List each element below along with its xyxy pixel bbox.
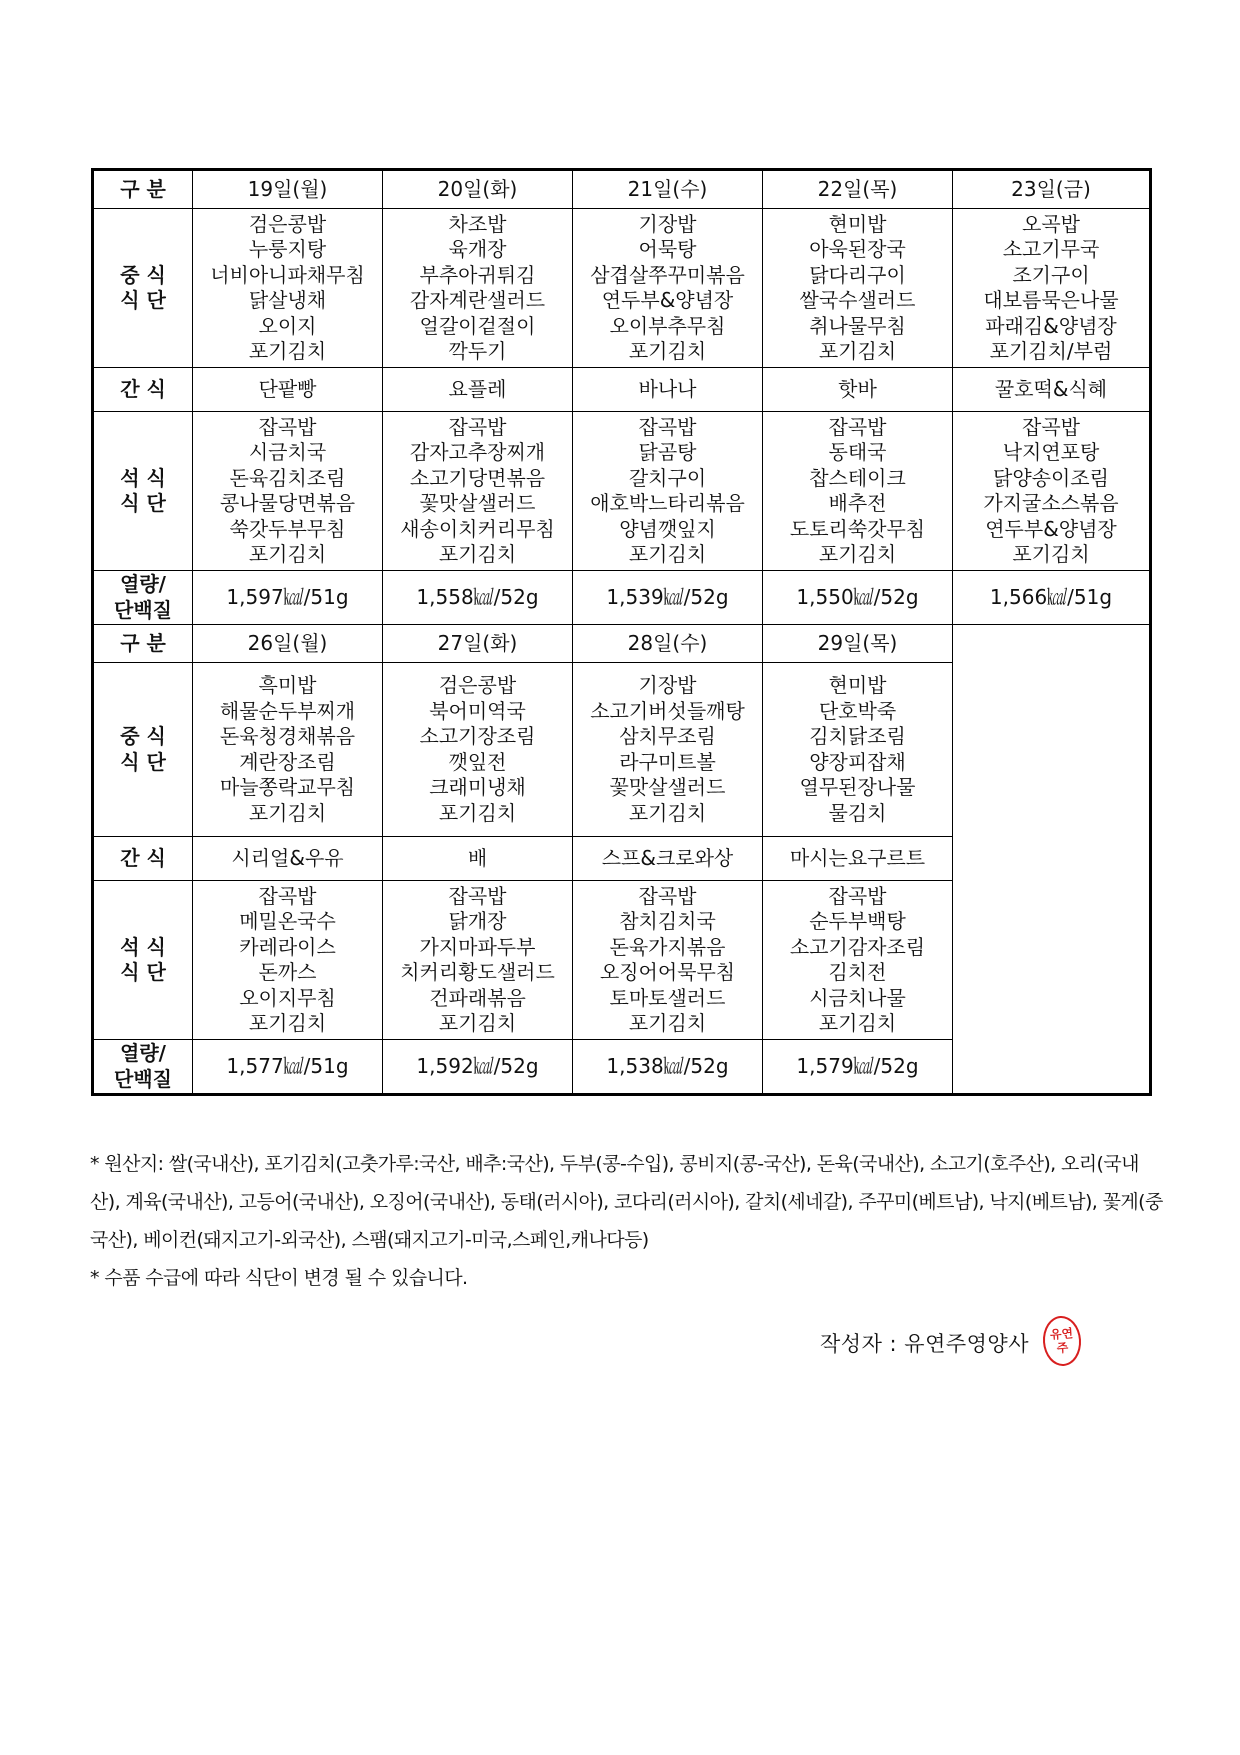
dinner-menu-cell [193,412,383,571]
dish-item: 배추전 [828,491,887,515]
dish-item: 메밀온국수 [239,909,336,933]
dinner-menu-cell [763,881,953,1040]
dinner-label-line: 석 식 [120,465,166,490]
dish-item: 단호박죽 [818,698,897,723]
author-seal-stamp [1041,1315,1082,1368]
dish-item: 잡곡밥 [638,414,697,439]
dish-item: 돈까스 [258,960,317,984]
dish-item: 누룽지탕 [248,237,327,261]
dish-item: 현미밥 [828,673,887,697]
lunch-label [93,209,193,368]
dish-item: 북어미역국 [429,698,526,723]
calorie-cell: 1,538㎉/52g [573,1040,763,1095]
dish-item: 닭다리구이 [809,262,906,287]
dinner-label-line: 식 단 [120,491,166,515]
calorie-label-line: 열량/ [120,572,166,596]
dish-item: 가지굴소스볶음 [983,491,1119,515]
dish-item: 포기김치 [628,800,707,825]
calorie-cell: 1,539㎉/52g [573,571,763,625]
dish-item: 돈육청경채볶음 [219,724,356,748]
author-line: 작성자 : 유연주영양사 [820,1332,1029,1356]
dish-item: 소고기버섯들깨탕 [590,698,745,723]
calorie-cell: 1,566㎉/51g [953,571,1151,625]
origin-note: * 원산지: 쌀(국내산), 포기김치(고춧가루:국산, 배추:국산), 두부(콩-수입), 콩비지(콩-국산), 돈육(국내산), 소고기(호주산), 오리(국내산), 계육(국내산), 고등어(국내산), 오징어(국내산), 동태(러시아), 코다리(러시아), 갈치(세네갈), 주꾸미(베트남), 낙지(베트남), 꽃게(중국산), 베이컨(돼지고기-외국산), 스팸(돼지고기-미국,스페인,캐나다등) [90,1153,1163,1251]
day-header: 29일(목) [763,625,953,663]
dish-item: 오이지 [258,313,317,338]
dish-item: 어묵탕 [638,237,697,261]
dish-item: 포기김치 [628,1011,707,1035]
dish-item: 김치전 [828,960,887,984]
dish-item: 소고기장조림 [419,724,536,748]
dish-item: 감자고추장찌개 [409,440,546,464]
dinner-label [93,412,193,571]
dish-item: 마늘쫑락교무침 [219,775,356,799]
lunch-menu-cell [383,663,573,837]
dish-item: 카레라이스 [239,934,336,959]
lunch-menu-cell [193,209,383,368]
dish-item: 닭양송이조림 [993,465,1109,490]
dish-item: 검은콩밥 [438,673,517,697]
lunch-label [93,663,193,837]
dish-item: 시금치국 [248,440,327,464]
dish-item: 차조밥 [448,211,507,236]
dish-item: 기장밥 [638,211,697,236]
dish-item: 잡곡밥 [448,883,507,908]
dish-item: 건파래볶음 [429,985,526,1010]
dish-item: 삼겹살쭈꾸미볶음 [590,262,745,287]
dish-item: 잡곡밥 [448,414,507,439]
dish-item: 대보름묵은나물 [983,288,1119,312]
dish-item: 오징어어묵무침 [599,960,736,984]
calorie-cell: 1,592㎉/52g [383,1040,573,1095]
dish-item: 깻잎전 [448,749,507,774]
day-header: 26일(월) [193,625,383,663]
dish-item: 포기김치 [438,542,517,566]
dish-item: 포기김치 [248,339,327,363]
dish-item: 소고기감자조림 [789,934,926,959]
dish-item: 잡곡밥 [258,414,317,439]
dish-item: 쑥갓두부무침 [229,516,346,541]
dish-item: 콩나물당면볶음 [219,491,356,515]
dish-item: 기장밥 [638,673,697,697]
dinner-menu-cell [763,412,953,571]
category-label: 구 분 [93,625,193,663]
lunch-menu-cell [763,209,953,368]
dish-item: 흑미밥 [258,673,317,697]
lunch-menu-cell [573,663,763,837]
snack-cell: 핫바 [763,368,953,412]
dinner-menu-cell [573,412,763,571]
day-header: 27일(화) [383,625,573,663]
dish-item: 해물순두부찌개 [219,698,356,723]
calorie-label [93,1040,193,1095]
dish-item: 포기김치 [248,542,327,566]
calorie-label-line: 단백질 [114,597,172,622]
meal-plan-table [91,168,1152,1096]
dinner-label-line: 식 단 [120,960,166,984]
dish-item: 소고기당면볶음 [409,465,546,490]
dish-item: 참치김치국 [619,909,716,933]
seal-text: 유연주 [1049,1326,1074,1356]
snack-cell: 배 [383,837,573,881]
snack-label: 간 식 [93,368,193,412]
lunch-label-line: 중 식 [120,724,166,748]
dish-item: 토마토샐러드 [609,985,726,1010]
lunch-label-line: 식 단 [120,288,166,312]
calorie-cell: 1,597㎉/51g [193,571,383,625]
snack-cell: 꿀호떡&식혜 [953,368,1151,412]
dish-item: 오곡밥 [1022,211,1080,236]
calorie-label [93,571,193,625]
dish-item: 계란장조림 [239,749,336,774]
dinner-menu-cell [193,881,383,1040]
empty-cell [953,625,1151,1095]
calorie-label-line: 열량/ [120,1041,166,1065]
snack-cell: 요플레 [383,368,573,412]
dish-item: 소고기무국 [1002,237,1100,261]
dish-item: 양장피잡채 [809,749,906,774]
dish-item: 오이지무침 [239,985,336,1010]
dish-item: 동태국 [828,440,887,464]
dish-item: 오이부추무침 [609,313,726,338]
dish-item: 포기김치 [818,542,897,566]
day-header: 21일(수) [573,170,763,209]
dish-item: 삼치무조림 [619,724,716,748]
dish-item: 포기김치/부럼 [989,339,1113,363]
dish-item: 파래김&양념장 [985,313,1117,338]
dish-item: 잡곡밥 [638,883,697,908]
dish-item: 갈치구이 [628,465,707,490]
dish-item: 포기김치 [248,800,327,825]
footnotes [90,1145,1165,1297]
category-label: 구 분 [93,170,193,209]
dinner-menu-cell [573,881,763,1040]
snack-cell: 단팥빵 [193,368,383,412]
dish-item: 포기김치 [438,800,517,825]
dish-item: 쌀국수샐러드 [799,288,916,312]
day-header: 23일(금) [953,170,1151,209]
dish-item: 너비아니파채무침 [210,262,365,287]
dish-item: 크래미냉채 [429,775,526,799]
lunch-label-line: 식 단 [120,749,166,774]
dish-item: 가지마파두부 [419,934,536,959]
dish-item: 포기김치 [248,1011,327,1035]
lunch-menu-cell [573,209,763,368]
day-header: 22일(목) [763,170,953,209]
calorie-cell: 1,558㎉/52g [383,571,573,625]
dish-item: 잡곡밥 [258,883,317,908]
dish-item: 현미밥 [828,211,887,236]
dish-item: 감자계란샐러드 [409,288,546,312]
dish-item: 새송이치커리무침 [400,516,555,541]
dish-item: 꽃맛살샐러드 [419,491,536,515]
dish-item: 잡곡밥 [828,414,887,439]
dish-item: 애호박느타리볶음 [590,491,745,515]
dish-item: 치커리황도샐러드 [400,960,555,984]
day-header: 20일(화) [383,170,573,209]
dish-item: 잡곡밥 [1022,414,1080,439]
dish-item: 양념깻잎지 [619,516,716,541]
dish-item: 아욱된장국 [809,237,906,261]
dish-item: 조기구이 [1012,262,1090,287]
dish-item: 열무된장나물 [799,775,916,799]
lunch-label-line: 중 식 [120,262,166,287]
dish-item: 물김치 [828,800,887,825]
dinner-menu-cell [383,881,573,1040]
dish-item: 포기김치 [438,1011,517,1035]
dish-item: 꽃맛살샐러드 [609,775,726,799]
snack-label: 간 식 [93,837,193,881]
dish-item: 라구미트볼 [619,749,716,774]
dish-item: 잡곡밥 [828,883,887,908]
dish-item: 순두부백탕 [809,909,906,933]
dinner-menu-cell [383,412,573,571]
calorie-cell: 1,550㎉/52g [763,571,953,625]
dish-item: 김치닭조림 [809,724,906,748]
snack-cell: 바나나 [573,368,763,412]
calorie-cell: 1,577㎉/51g [193,1040,383,1095]
dinner-menu-cell [953,412,1151,571]
dish-item: 깍두기 [448,339,507,363]
dish-item: 돈육김치조림 [229,465,346,490]
dish-item: 닭살냉채 [248,288,327,312]
dish-item: 연두부&양념장 [601,288,734,312]
day-header: 28일(수) [573,625,763,663]
dish-item: 얼갈이겉절이 [419,313,536,338]
dish-item: 취나물무침 [809,313,906,338]
dish-item: 낙지연포탕 [1002,440,1100,464]
dish-item: 육개장 [448,237,507,261]
lunch-menu-cell [763,663,953,837]
dish-item: 닭곰탕 [638,440,697,464]
day-header: 19일(월) [193,170,383,209]
dish-item: 포기김치 [628,339,707,363]
snack-cell: 스프&크로와상 [573,837,763,881]
dish-item: 포기김치 [818,339,897,363]
dish-item: 포기김치 [818,1011,897,1035]
dish-item: 검은콩밥 [248,211,327,236]
dish-item: 포기김치 [1012,542,1090,566]
dish-item: 시금치나물 [809,985,906,1010]
dish-item: 도토리쑥갓무침 [789,516,926,541]
calorie-cell: 1,579㎉/52g [763,1040,953,1095]
dinner-label-line: 석 식 [120,934,166,959]
change-note: * 수품 수급에 따라 식단이 변경 될 수 있습니다. [90,1267,468,1289]
dish-item: 돈육가지볶음 [609,934,726,959]
snack-cell: 마시는요구르트 [763,837,953,881]
lunch-menu-cell [193,663,383,837]
dish-item: 찹스테이크 [809,465,906,490]
snack-cell: 시리얼&우유 [193,837,383,881]
dish-item: 닭개장 [448,909,507,933]
dish-item: 부추아귀튀김 [419,262,536,287]
lunch-menu-cell [953,209,1151,368]
dinner-label [93,881,193,1040]
dish-item: 포기김치 [628,542,707,566]
lunch-menu-cell [383,209,573,368]
calorie-label-line: 단백질 [114,1066,172,1091]
dish-item: 연두부&양념장 [985,516,1117,541]
